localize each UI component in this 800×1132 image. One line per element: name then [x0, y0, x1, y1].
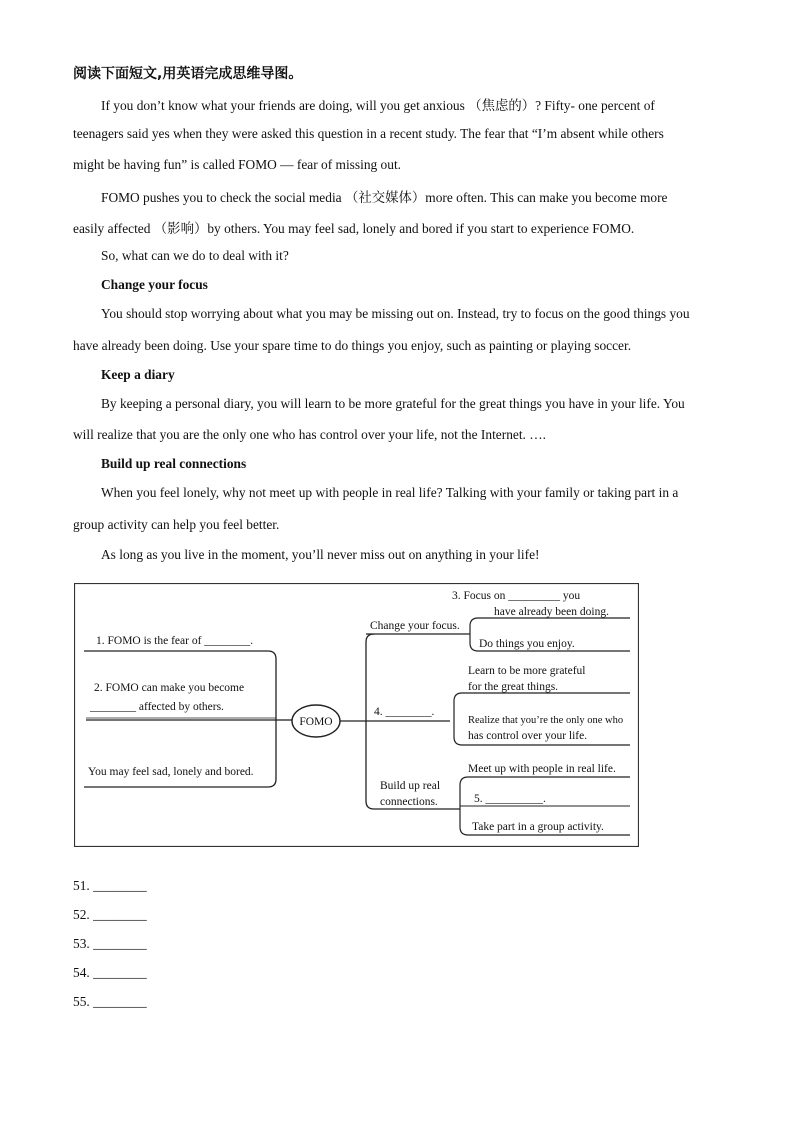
left-item-3: You may feel sad, lonely and bored.	[88, 766, 254, 778]
branch-2-item-2b: has control over your life.	[468, 730, 588, 742]
left-item-1: 1. FOMO is the fear of ________.	[96, 635, 254, 647]
passage-line: You should stop worrying about what you may be missing out on. Instead, try to focus on the good things you	[101, 306, 690, 321]
branch-3-item-3: Take part in a group activity.	[472, 821, 604, 833]
passage-line: FOMO pushes you to check the social media （社交媒体）more often. This can make you become more	[101, 190, 668, 205]
branch-1-item-1a: 3. Focus on _________ you	[452, 590, 581, 602]
mind-map	[74, 583, 639, 847]
instruction: 阅读下面短文,用英语完成思维导图。	[73, 66, 303, 82]
passage-line: group activity can help you feel better.	[73, 517, 280, 532]
answer-blank-52[interactable]: 52. ________	[73, 907, 147, 922]
branch-1-item-1b: have already been doing.	[494, 606, 609, 618]
passage-line: So, what can we do to deal with it?	[101, 248, 289, 263]
branch-2-item-1b: for the great things.	[468, 681, 559, 693]
passage-line: might be having fun” is called FOMO — fear of missing out.	[73, 157, 402, 172]
left-item-2b: ________ affected by others.	[90, 701, 224, 713]
branch-3-label-a: Build up real	[380, 780, 441, 792]
section-heading: Keep a diary	[101, 367, 175, 382]
passage-line: have already been doing. Use your spare time to do things you enjoy, such as painting or playing soccer.	[73, 338, 632, 353]
branch-3-item-2: 5. __________.	[474, 793, 546, 805]
passage-line: If you don’t know what your friends are doing, will you get anxious （焦虑的）? Fifty- one percent of	[101, 98, 655, 113]
answer-blank-51[interactable]: 51. ________	[73, 878, 147, 893]
passage-line: teenagers said yes when they were asked this question in a recent study. The fear that “I’m absent while others	[73, 126, 664, 141]
branch-3-item-1: Meet up with people in real life.	[468, 763, 616, 775]
section-heading: Change your focus	[101, 277, 208, 292]
section-heading: Build up real connections	[101, 456, 247, 471]
left-item-2a: 2. FOMO can make you become	[94, 682, 245, 694]
passage-line: When you feel lonely, why not meet up with people in real life? Talking with your family or taking part in a	[101, 485, 679, 500]
branch-2-label: 4. ________.	[374, 706, 435, 718]
answer-blank-54[interactable]: 54. ________	[73, 965, 147, 980]
branch-2-item-1a: Learn to be more grateful	[468, 665, 586, 677]
branch-1-label: Change your focus.	[370, 620, 460, 632]
passage-line: will realize that you are the only one who has control over your life, not the Internet. ….	[73, 427, 546, 442]
passage-line: By keeping a personal diary, you will learn to be more grateful for the great things you have in your life. You	[101, 396, 685, 411]
passage-line: As long as you live in the moment, you’ll never miss out on anything in your life!	[101, 547, 540, 562]
passage-line: easily affected （影响）by others. You may feel sad, lonely and bored if you start to experience FOMO.	[73, 221, 635, 236]
answer-blank-53[interactable]: 53. ________	[73, 936, 147, 951]
branch-1-item-2: Do things you enjoy.	[479, 638, 575, 650]
answer-blank-55[interactable]: 55. ________	[73, 994, 147, 1009]
branch-2-item-2a: Realize that you’re the only one who	[468, 715, 624, 726]
branch-3-label-b: connections.	[380, 796, 438, 808]
center-label: FOMO	[299, 716, 333, 728]
